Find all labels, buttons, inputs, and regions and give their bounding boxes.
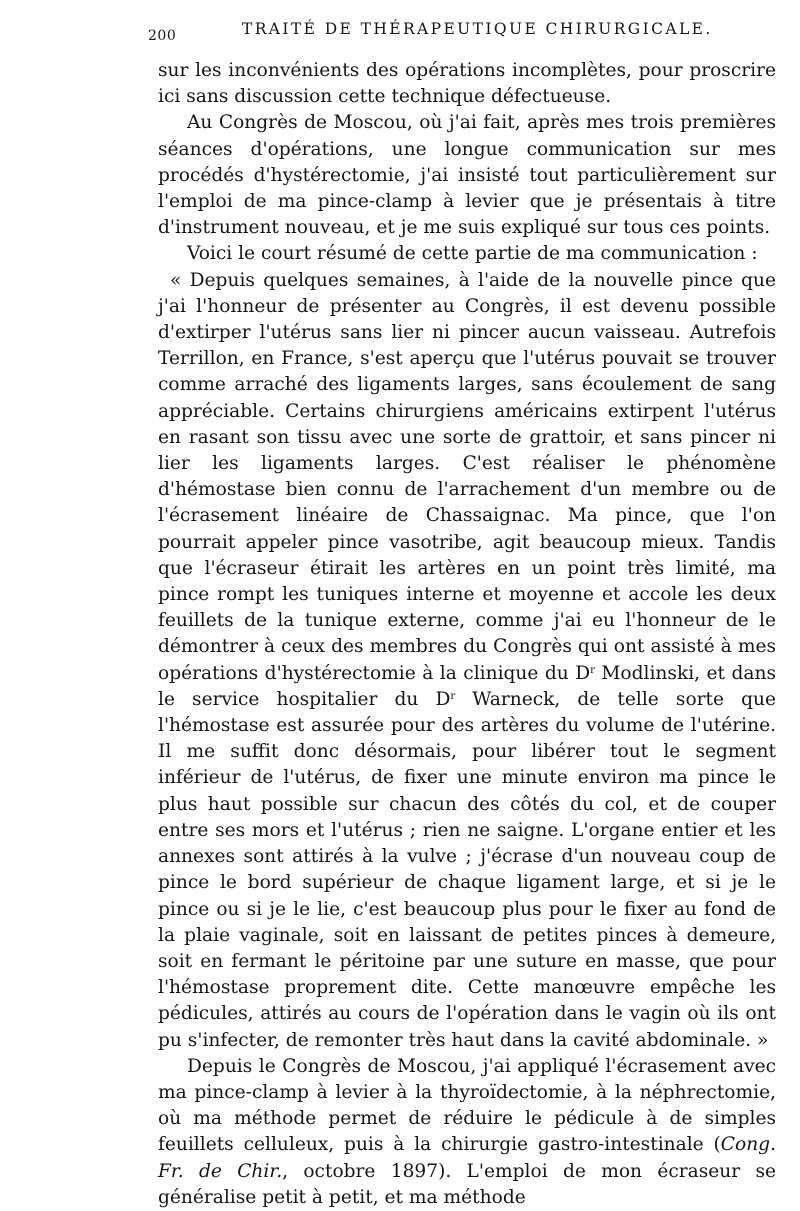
quoted-paragraph (158, 268, 776, 1054)
quote-text-1: « Depuis quelques semaines, à l'aide de la nouvelle pince que j'ai l'honneur de présenter au Congrès, il est devenu possible d'extirper l'utérus sans lier ni pincer aucun vaisseau. Autrefois Terrillon, en France, s'est aperçu que l'utérus pouvait se trouver comme arraché des ligaments larges, sans écoulement de sang appréciable. Certains chirurgiens américains extirpent l'utérus en rasant son tissu avec une sorte de grattoir, et sans pincer ni lier les ligaments larges. C'est réaliser le phénomène d'hémostase bien connu de l'arrachement d'un membre ou de l'écrasement linéaire de Chassaignac. Ma pince, que l'on pourrait appeler pince vasotribe, agit beaucoup mieux. Tandis que l'écraseur étirait les artères en un point très limité, ma pince rompt les tuniques interne et moyenne et accole les deux feuillets de la tunique externe, comme j'ai eu l'honneur de le démontrer à ceux des membres du Congrès qui ont assisté à mes opérations d'hystérectomie à la clinique du D (158, 269, 776, 684)
quote-text-2: Modlinski, et dans le service hospitalier du D (158, 662, 776, 710)
page-number: 200 (148, 28, 177, 44)
paragraph-5-text-1: Depuis le Congrès de Moscou, j'ai appliqué l'écrasement avec ma pince-clamp à levier à la thyroïdectomie, à la néphrectomie, où ma méthode permet de réduire le pédicule à de simples feuillets celluleux, puis à la chirurgie gastro-intestinale ( (158, 1055, 776, 1156)
paragraph-3: Voici le court résumé de cette partie de ma communication : (187, 243, 758, 265)
body-text (158, 58, 776, 1211)
citation: Cong. Fr. de Chir. (158, 1134, 776, 1182)
paragraph-2: Au Congrès de Moscou, où j'ai fait, après mes trois premières séances d'opérations, une longue communication sur mes procédés d'hystérectomie, j'ai insisté tout particulièrement sur l'emploi de ma pince-clamp à levier que je présentais à titre d'instrument nouveau, et je me suis expliqué sur tous ces points. (158, 112, 776, 239)
superscript-r: r (450, 690, 456, 702)
paragraph-5-text-2: , octobre 1897). L'emploi de mon écraseur se généralise petit à petit, et ma méthode (158, 1160, 776, 1208)
superscript-r: r (590, 664, 595, 676)
quote-text-3: Warneck, de telle sorte que l'hémostase est assurée pour des artères du volume de l'utérine. Il me suffit donc désormais, pour libérer tout le segment inférieur de l'utérus, de fixer une minute environ ma pince le plus haut possible sur chacun des côtés du col, et de couper entre ses mors et l'utérus ; rien ne saigne. L'organe entier et les annexes sont attirés à la vulve ; j'écrase d'un nouveau coup de pince le bord supérieur de chaque ligament large, et si je le pince ou si je le lie, c'est beaucoup plus pour le fixer au fond de la plaie vaginale, soit en laissant de petites pinces à demeure, soit en fermant le péritoine par une suture en masse, que pour l'hémostase proprement dite. Cette manœuvre empêche les pédicules, attirés au cours de l'opération dans le vagin où ils ont pu s'infecter, de remonter très haut dans la cavité abdominale. » (158, 688, 776, 1051)
page-header (148, 20, 778, 44)
running-head: TRAITÉ DE THÉRAPEUTIQUE CHIRURGICALE. (242, 20, 713, 38)
paragraph-1: sur les inconvénients des opérations incomplètes, pour proscrire ici sans discussion cette technique défectueuse. (158, 60, 776, 108)
paragraph-5 (158, 1054, 776, 1211)
